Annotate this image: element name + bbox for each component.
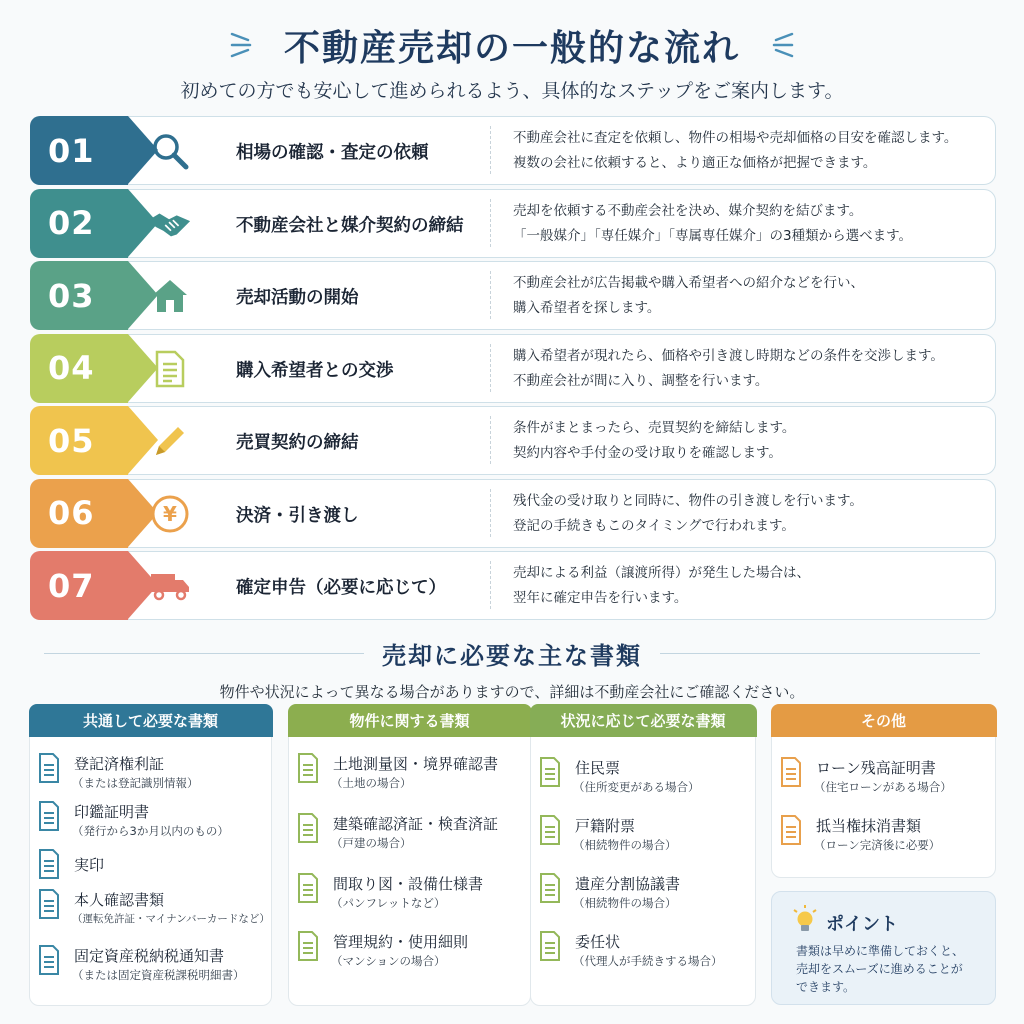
step-description-line: 登記の手続きもこのタイミングで行われます。 <box>513 517 795 534</box>
doc-name: 管理規約・使用細則 <box>333 933 469 951</box>
point-title: ポイント <box>826 914 898 935</box>
doc-note: （土地の場合） <box>331 776 412 790</box>
step-description <box>513 416 795 466</box>
divider <box>44 653 364 655</box>
divider <box>660 653 980 655</box>
doc-name: 本人確認書類 <box>74 891 165 909</box>
doc-name: 住民票 <box>575 759 621 777</box>
doc-name: 遺産分割協議書 <box>575 875 681 893</box>
divider <box>490 416 491 464</box>
step-number: 06 <box>30 479 128 548</box>
right-accent-icon <box>770 28 796 62</box>
doc-note: （戸建の場合） <box>331 836 412 850</box>
handshake-icon <box>148 203 192 245</box>
document-icon <box>148 348 192 390</box>
step-description-line: 残代金の受け取りと同時に、物件の引き渡しを行います。 <box>513 492 863 509</box>
step-row <box>30 187 996 260</box>
doc-note: （住所変更がある場合） <box>573 780 700 794</box>
step-title: 購入希望者との交渉 <box>236 360 394 381</box>
document-icon <box>297 873 319 903</box>
document-icon <box>539 757 561 787</box>
step-number: 04 <box>30 334 128 403</box>
doc-note: （パンフレットなど） <box>331 896 446 910</box>
document-icon <box>780 757 802 787</box>
column-heading: 状況に応じて必要な書類 <box>530 704 757 737</box>
search-icon <box>148 130 192 172</box>
left-accent-icon <box>228 28 254 62</box>
doc-note: （相続物件の場合） <box>573 896 677 910</box>
divider <box>490 344 491 392</box>
step-description <box>513 271 864 321</box>
column-heading: その他 <box>771 704 997 737</box>
document-icon <box>297 931 319 961</box>
step-number: 02 <box>30 189 128 258</box>
svg-text:¥: ¥ <box>163 501 177 526</box>
doc-note: （運転免許証・マイナンバーカードなど） <box>72 913 270 925</box>
pencil-icon <box>148 420 192 462</box>
step-description-line: 条件がまとまったら、売買契約を締結します。 <box>513 420 796 436</box>
doc-name: 実印 <box>74 856 105 874</box>
step-description <box>513 199 912 249</box>
step-description-line: 「一般媒介」「専任媒介」「専属専任媒介」の3種類から選べます。 <box>513 227 913 244</box>
docs-title: 売却に必要な主な書類 <box>382 642 642 670</box>
step-description-line: 複数の会社に依頼すると、より適正な価格が把握できます。 <box>513 155 877 171</box>
docs-column-situation <box>530 704 756 1006</box>
document-icon <box>38 849 60 879</box>
steps-list <box>30 114 996 622</box>
column-heading: 物件に関する書類 <box>288 704 532 737</box>
step-title: 売買契約の締結 <box>236 433 359 453</box>
doc-name: 登記済権利証 <box>74 755 165 773</box>
step-number: 07 <box>30 551 128 620</box>
docs-column-property <box>288 704 531 1006</box>
point-box <box>771 891 996 1005</box>
doc-name: 土地測量図・境界確認書 <box>333 755 499 773</box>
doc-note: （または固定資産税課税明細書） <box>72 968 245 982</box>
docs-column-other <box>771 704 996 878</box>
document-icon <box>539 815 561 845</box>
step-row <box>30 477 996 550</box>
document-icon <box>38 753 60 783</box>
step-row <box>30 404 996 477</box>
doc-name: 印鑑証明書 <box>74 803 150 821</box>
step-description-line: 翌年に確定申告を行います。 <box>513 590 688 606</box>
yen-icon <box>148 493 192 535</box>
step-row <box>30 549 996 622</box>
column-heading: 共通して必要な書類 <box>29 704 273 737</box>
step-description <box>513 126 957 176</box>
step-description <box>513 489 863 539</box>
step-title: 相場の確認・査定の依頼 <box>236 143 429 163</box>
step-number: 01 <box>30 116 128 185</box>
lightbulb-icon <box>790 904 820 936</box>
step-number: 03 <box>30 261 128 330</box>
divider <box>490 489 491 537</box>
doc-note: （住宅ローンがある場合） <box>814 780 952 794</box>
step-row <box>30 332 996 405</box>
doc-name: ローン残高証明書 <box>816 759 936 777</box>
step-title: 売却活動の開始 <box>236 288 359 308</box>
step-description <box>513 561 810 611</box>
doc-name: 戸籍附票 <box>575 817 636 835</box>
document-icon <box>38 801 60 831</box>
step-description-line: 契約内容や手付金の受け取りを確認します。 <box>513 445 782 461</box>
step-number: 05 <box>30 406 128 475</box>
step-description-line: 不動産会社が広告掲載や購入希望者への紹介などを行い、 <box>513 275 864 291</box>
document-icon <box>539 873 561 903</box>
document-icon <box>780 815 802 845</box>
house-icon <box>148 275 192 317</box>
step-description-line: 売却による利益（譲渡所得）が発生した場合は、 <box>513 565 810 581</box>
docs-column-common <box>29 704 272 1006</box>
page-header <box>0 18 1024 103</box>
divider <box>490 126 491 174</box>
step-description-line: 購入希望者を探します。 <box>513 300 661 316</box>
page-title: 不動産売却の一般的な流れ <box>283 27 740 69</box>
doc-note: （ローン完済後に必要） <box>814 838 941 852</box>
point-text-line: 売却をスムーズに進めることが <box>796 962 963 976</box>
point-text <box>796 942 964 996</box>
page-subtitle: 初めての方でも安心して進められるよう、具体的なステップをご案内します。 <box>180 80 844 102</box>
step-row <box>30 114 996 187</box>
doc-name: 固定資産税納税通知書 <box>74 947 225 965</box>
doc-note: （発行から3か月以内のもの） <box>72 824 229 838</box>
docs-subtitle: 物件や状況によって異なる場合がありますので、詳細は不動産会社にご確認ください。 <box>219 683 805 701</box>
doc-note: （相続物件の場合） <box>573 838 677 852</box>
divider <box>490 561 491 609</box>
document-icon <box>539 931 561 961</box>
doc-note: （マンションの場合） <box>331 954 446 968</box>
step-description <box>513 344 944 394</box>
step-title: 決済・引き渡し <box>236 505 359 526</box>
step-description-line: 売却を依頼する不動産会社を決め、媒介契約を結びます。 <box>513 202 863 219</box>
step-row <box>30 259 996 332</box>
doc-name: 間取り図・設備仕様書 <box>333 875 484 893</box>
document-icon <box>38 889 60 919</box>
document-icon <box>38 945 60 975</box>
step-description-line: 購入希望者が現れたら、価格や引き渡し時期などの条件を交渉します。 <box>513 347 944 364</box>
divider <box>490 271 491 319</box>
doc-name: 建築確認済証・検査済証 <box>333 815 499 833</box>
docs-section-header <box>0 636 1024 702</box>
step-title: 不動産会社と媒介契約の締結 <box>236 215 464 236</box>
divider <box>490 199 491 247</box>
point-text-line: 書類は早めに準備しておくと、 <box>796 944 965 958</box>
step-title: 確定申告（必要に応じて） <box>236 578 446 598</box>
doc-note: （代理人が手続きする場合） <box>573 954 723 968</box>
doc-note: （または登記識別情報） <box>72 776 199 790</box>
point-text-line: できます。 <box>796 980 856 994</box>
document-icon <box>297 813 319 843</box>
step-description-line: 不動産会社に査定を依頼し、物件の相場や売却価格の目安を確認します。 <box>513 130 958 146</box>
doc-name: 抵当権抹消書類 <box>816 817 922 835</box>
truck-icon <box>148 565 192 607</box>
step-description-line: 不動産会社が間に入り、調整を行います。 <box>513 372 769 389</box>
document-icon <box>297 753 319 783</box>
doc-name: 委任状 <box>575 933 621 951</box>
